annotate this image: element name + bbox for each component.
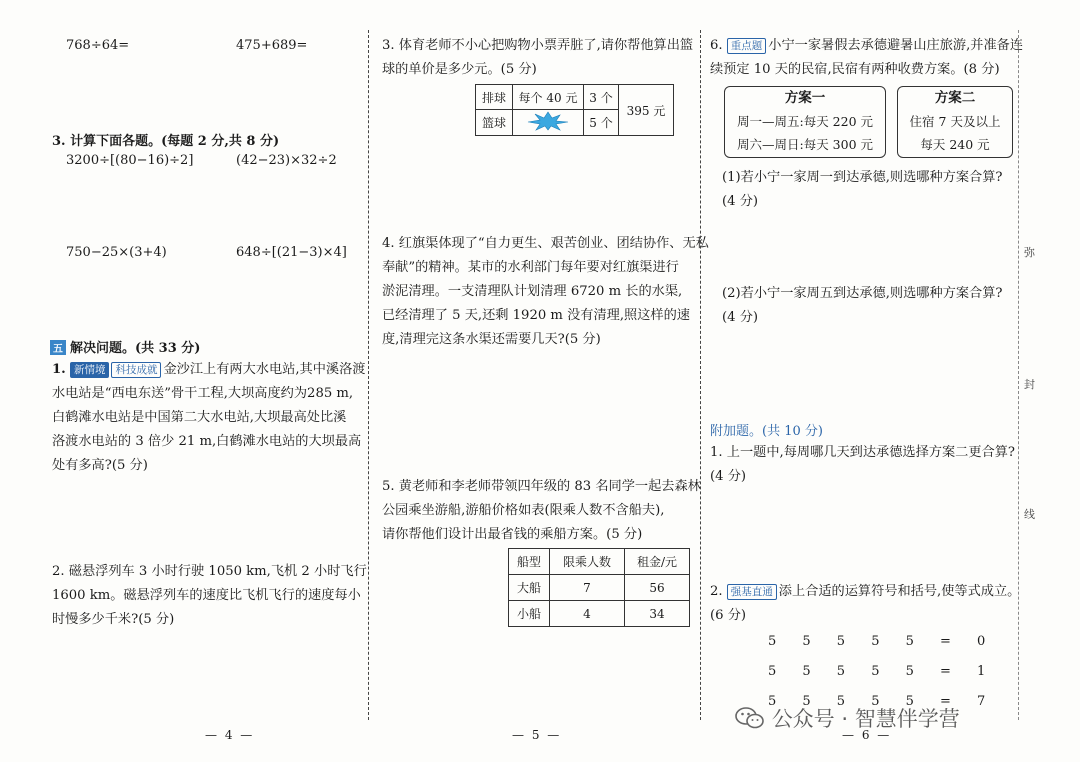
q3-item-4: 648÷[(21−3)×4] (236, 245, 347, 260)
section-badge: 五 (50, 340, 66, 355)
problem-1 (52, 358, 366, 478)
side-mark: 弥 (1024, 246, 1035, 259)
bonus-problem-2 (710, 580, 1020, 628)
equation-row: 5 5 5 5 5 = 0 (768, 634, 986, 649)
problem-1-number: 1. (52, 362, 66, 377)
table-cell: 56 (625, 575, 690, 601)
plan-two-line: 每天 240 元 (920, 137, 990, 152)
plan-one-line: 周一—周五:每天 220 元 (736, 114, 874, 129)
problem-4-line: 4. 红旗渠体现了“自力更生、艰苦创业、团结协作、无私 (382, 236, 709, 251)
problem-3-line: 球的单价是多少元。(5 分) (382, 62, 537, 77)
wechat-icon (735, 707, 772, 731)
problem-4-line: 奉献”的精神。某市的水利部门每年要对红旗渠进行 (382, 260, 679, 275)
problem-4-line: 度,清理完这条水渠还需要几天?(5 分) (382, 332, 601, 347)
seal-line (1018, 30, 1019, 720)
receipt-cell: 每个 40 元 (513, 85, 584, 110)
table-cell: 7 (550, 575, 625, 601)
section-title: 解决问题。(共 33 分) (70, 341, 201, 356)
table-row (509, 575, 690, 601)
key-problem-tag: 重点题 (727, 38, 767, 54)
problem-1-line: 洛渡水电站的 3 倍少 21 m,白鹤滩水电站的大坝最高 (52, 434, 362, 449)
boat-price-table (508, 548, 690, 627)
question-line: (1)若小宁一家周一到达承德,则选哪种方案合算? (722, 170, 1003, 185)
plan-one-line: 周六—周日:每天 300 元 (736, 137, 874, 152)
problem-3 (382, 34, 693, 82)
page-number-6: — 6 — (842, 728, 892, 742)
bonus-title: 附加题。(共 10 分) (710, 424, 823, 439)
problem-2 (52, 560, 367, 632)
watermark-text: 公众号 · 智慧伴学营 (771, 707, 960, 731)
equation-row: 5 5 5 5 5 = 1 (768, 664, 986, 679)
problem-6-q1 (722, 166, 1003, 214)
table-header: 限乘人数 (550, 549, 625, 575)
receipt-table (475, 84, 674, 136)
receipt-cell: 排球 (476, 85, 513, 110)
plan-two-box (897, 86, 1013, 158)
problem-5 (382, 475, 701, 547)
problem-2-line: 时慢多少千米?(5 分) (52, 612, 175, 627)
bonus-problem-1 (710, 441, 1015, 489)
question-line: (2)若小宁一家周五到达承德,则选哪种方案合算? (722, 286, 1003, 301)
table-cell: 4 (550, 601, 625, 627)
receipt-total: 395 元 (619, 85, 674, 136)
watermark (735, 703, 960, 733)
q3-item-2: (42−23)×32÷2 (236, 153, 337, 168)
q3-title: 3. 计算下面各题。(每题 2 分,共 8 分) (52, 134, 280, 149)
table-cell: 大船 (509, 575, 550, 601)
problem-6-line: 续预定 10 天的民宿,民宿有两种收费方案。(8 分) (710, 62, 1000, 77)
receipt-cell: 篮球 (476, 110, 513, 136)
q3-item-1: 3200÷[(80−16)÷2] (66, 153, 194, 168)
stain-cell (513, 110, 584, 136)
receipt-cell: 3 个 (584, 85, 619, 110)
problem-4-line: 已经清理了 5 天,还剩 1920 m 没有清理,照这样的速 (382, 308, 690, 323)
stain-icon (526, 111, 570, 131)
table-header: 租金/元 (625, 549, 690, 575)
problem-1-line: 白鹤滩水电站是中国第二大水电站,大坝最高处比溪 (52, 410, 347, 425)
column-divider (700, 30, 701, 720)
plan-two-line: 住宿 7 天及以上 (909, 114, 1001, 129)
plan-one-box (724, 86, 886, 158)
page-number-4: — 4 — (205, 728, 255, 742)
problem-2-line: 1600 km。磁悬浮列车的速度比飞机飞行的速度每小 (52, 588, 361, 603)
problem-5-line: 公园乘坐游船,游船价格如表(限乘人数不含船夫), (382, 503, 665, 518)
problem-4 (382, 232, 709, 352)
problem-1-line: 水电站是“西电东送”骨干工程,大坝高度约为285 m, (52, 386, 354, 401)
calc-item-2: 475+689= (236, 38, 308, 53)
bonus-line: 添上合适的运算符号和括号,使等式成立。 (778, 584, 1021, 599)
equation-row: 5 5 5 5 5 = 7 (768, 694, 986, 709)
new-context-tag: 新情境 (70, 362, 110, 378)
tech-tag: 科技成就 (111, 362, 161, 378)
section-five-heading (50, 337, 200, 356)
bonus-2-number: 2. (710, 584, 723, 599)
problem-5-line: 5. 黄老师和李老师带领四年级的 83 名同学一起去森林 (382, 479, 701, 494)
table-cell: 小船 (509, 601, 550, 627)
problem-5-line: 请你帮他们设计出最省钱的乘船方案。(5 分) (382, 527, 643, 542)
bonus-line: (4 分) (710, 469, 747, 484)
plan-two-title: 方案二 (934, 90, 976, 106)
problem-1-line: 金沙江上有两大水电站,其中溪洛渡 (163, 362, 366, 377)
problem-6-q2 (722, 282, 1003, 330)
question-line: (4 分) (722, 310, 759, 325)
side-mark: 线 (1024, 508, 1035, 521)
table-header: 船型 (509, 549, 550, 575)
question-line: (4 分) (722, 194, 759, 209)
receipt-cell: 5 个 (584, 110, 619, 136)
side-mark: 封 (1024, 378, 1035, 391)
problem-6 (710, 34, 1023, 82)
problem-3-line: 3. 体育老师不小心把购物小票弄脏了,请你帮他算出篮 (382, 38, 694, 53)
plan-one-title: 方案一 (784, 90, 826, 106)
page-number-5: — 5 — (512, 728, 562, 742)
problem-2-line: 2. 磁悬浮列车 3 小时行驶 1050 km,飞机 2 小时飞行 (52, 564, 367, 579)
problem-6-line: 小宁一家暑假去承德避暑山庄旅游,并准备连 (768, 38, 1024, 53)
table-cell: 34 (625, 601, 690, 627)
column-divider (368, 30, 369, 720)
q3-item-3: 750−25×(3+4) (66, 245, 167, 260)
calc-item-1: 768÷64= (66, 38, 130, 53)
strong-foundation-tag: 强基直通 (727, 584, 777, 600)
bonus-line: 1. 上一题中,每周哪几天到达承德选择方案二更合算? (710, 445, 1015, 460)
bonus-line: (6 分) (710, 608, 747, 623)
problem-1-line: 处有多高?(5 分) (52, 458, 148, 473)
problem-4-line: 淤泥清理。一支清理队计划清理 6720 m 长的水渠, (382, 284, 683, 299)
table-row (509, 601, 690, 627)
problem-6-number: 6. (710, 38, 723, 53)
